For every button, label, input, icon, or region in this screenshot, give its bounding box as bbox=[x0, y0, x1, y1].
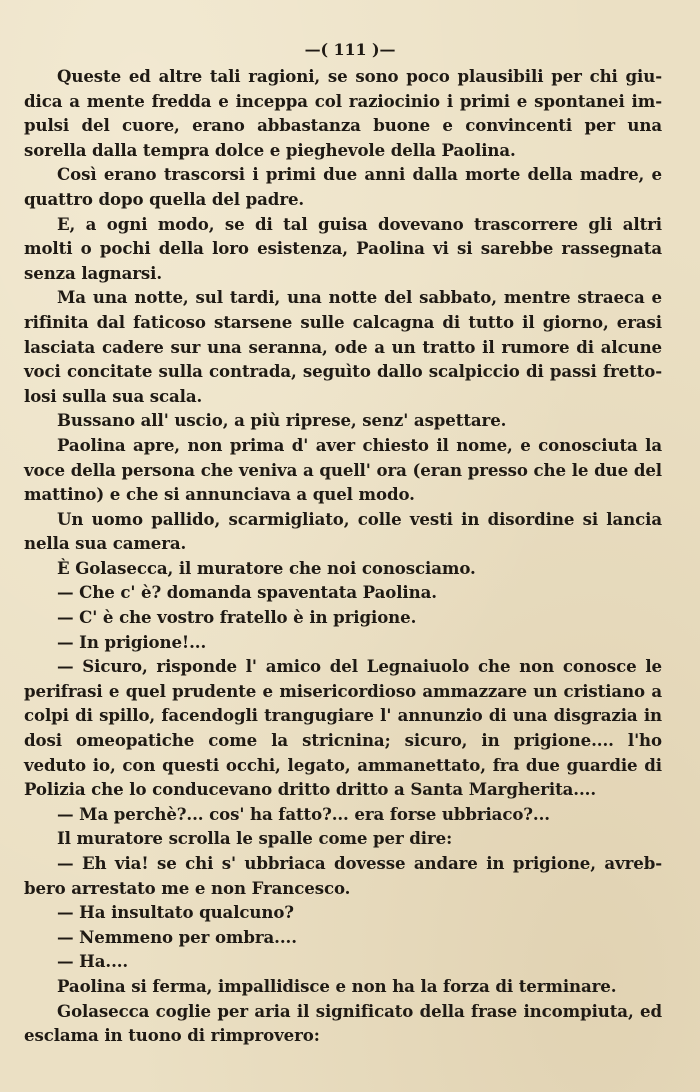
page-number: —( 111 )— bbox=[304, 40, 396, 59]
paragraph: Così erano trascorsi i primi due anni dalla morte della madre, e quattro dopo quella del padre. bbox=[24, 164, 662, 209]
paragraph: È Golasecca, il muratore che noi conosciamo. bbox=[57, 557, 476, 578]
paragraph: Ma una notte, sul tardi, una notte del sabbato, mentre straeca e rifinita dal faticoso starsene sulle calcagna di tutto il giorno, erasi lasciata cadere sur una seranna, ode a un tratto il rumore di alcune voci concitate sulla contrada, seguìto dallo scalpiccio di passi fretto-losi sulla sua scala. bbox=[24, 287, 662, 406]
paragraph: Un uomo pallido, scarmigliato, colle vesti in disordine si lancia nella sua camera. bbox=[24, 508, 662, 554]
paragraph: Golasecca coglie per aria il significato della frase incompiuta, ed esclama in tuono di rimprovero: bbox=[24, 1000, 662, 1046]
dialogue-line: — In prigione!... bbox=[57, 631, 207, 652]
paragraph: Bussano all' uscio, a più riprese, senz' aspettare. bbox=[57, 410, 507, 431]
paragraph: Paolina si ferma, impallidisce e non ha la forza di terminare. bbox=[57, 975, 617, 996]
dialogue-line: — Ha insultato qualcuno? bbox=[57, 902, 294, 923]
body-text bbox=[24, 64, 662, 1048]
dialogue-line: — Che c' è? domanda spaventata Paolina. bbox=[57, 582, 437, 603]
paragraph: Paolina apre, non prima d' aver chiesto il nome, e conosciuta la voce della persona che veniva a quell' ora (eran presso che le due del mattino) e che si annunciava a quel modo. bbox=[24, 434, 662, 505]
dialogue-line: — Ma perchè?... cos' ha fatto?... era forse ubbriaco?... bbox=[57, 803, 550, 824]
paragraph: Queste ed altre tali ragioni, se sono poco plausibili per chi giu-dica a mente fredda e inceppa col raziocinio i primi e spontanei im-pulsi del cuore, erano abbastanza buone e convincenti per una sorella dalla tempra dolce e pieghevole della Paolina. bbox=[24, 66, 662, 160]
dialogue-line: — C' è che vostro fratello è in prigione. bbox=[57, 607, 417, 628]
dialogue-line: — Eh via! se chi s' ubbriaca dovesse andare in prigione, avreb-bero arrestato me e non Francesco. bbox=[24, 853, 662, 898]
paragraph: E, a ogni modo, se di tal guisa dovevano trascorrere gli altri molti o pochi della loro esistenza, Paolina vi si sarebbe rassegnata senza lagnarsi. bbox=[24, 213, 662, 283]
dialogue-line: — Ha.... bbox=[57, 951, 129, 972]
dialogue-line: — Sicuro, risponde l' amico del Legnaiuolo che non conosce le perifrasi e quel prudente e misericordioso ammazzare un cristiano a colpi di spillo, facendogli trangugiare l' annunzio di una disgrazia in dosi omeopatiche come la stricnina; sicuro, in prigione.... l'ho veduto io, con questi occhi, legato, ammanettato, fra due guardie di Polizia che lo conducevano dritto dritto a Santa Margherita.... bbox=[24, 656, 662, 800]
paragraph: Il muratore scrolla le spalle come per dire: bbox=[57, 828, 453, 849]
dialogue-line: — Nemmeno per ombra.... bbox=[57, 926, 297, 947]
